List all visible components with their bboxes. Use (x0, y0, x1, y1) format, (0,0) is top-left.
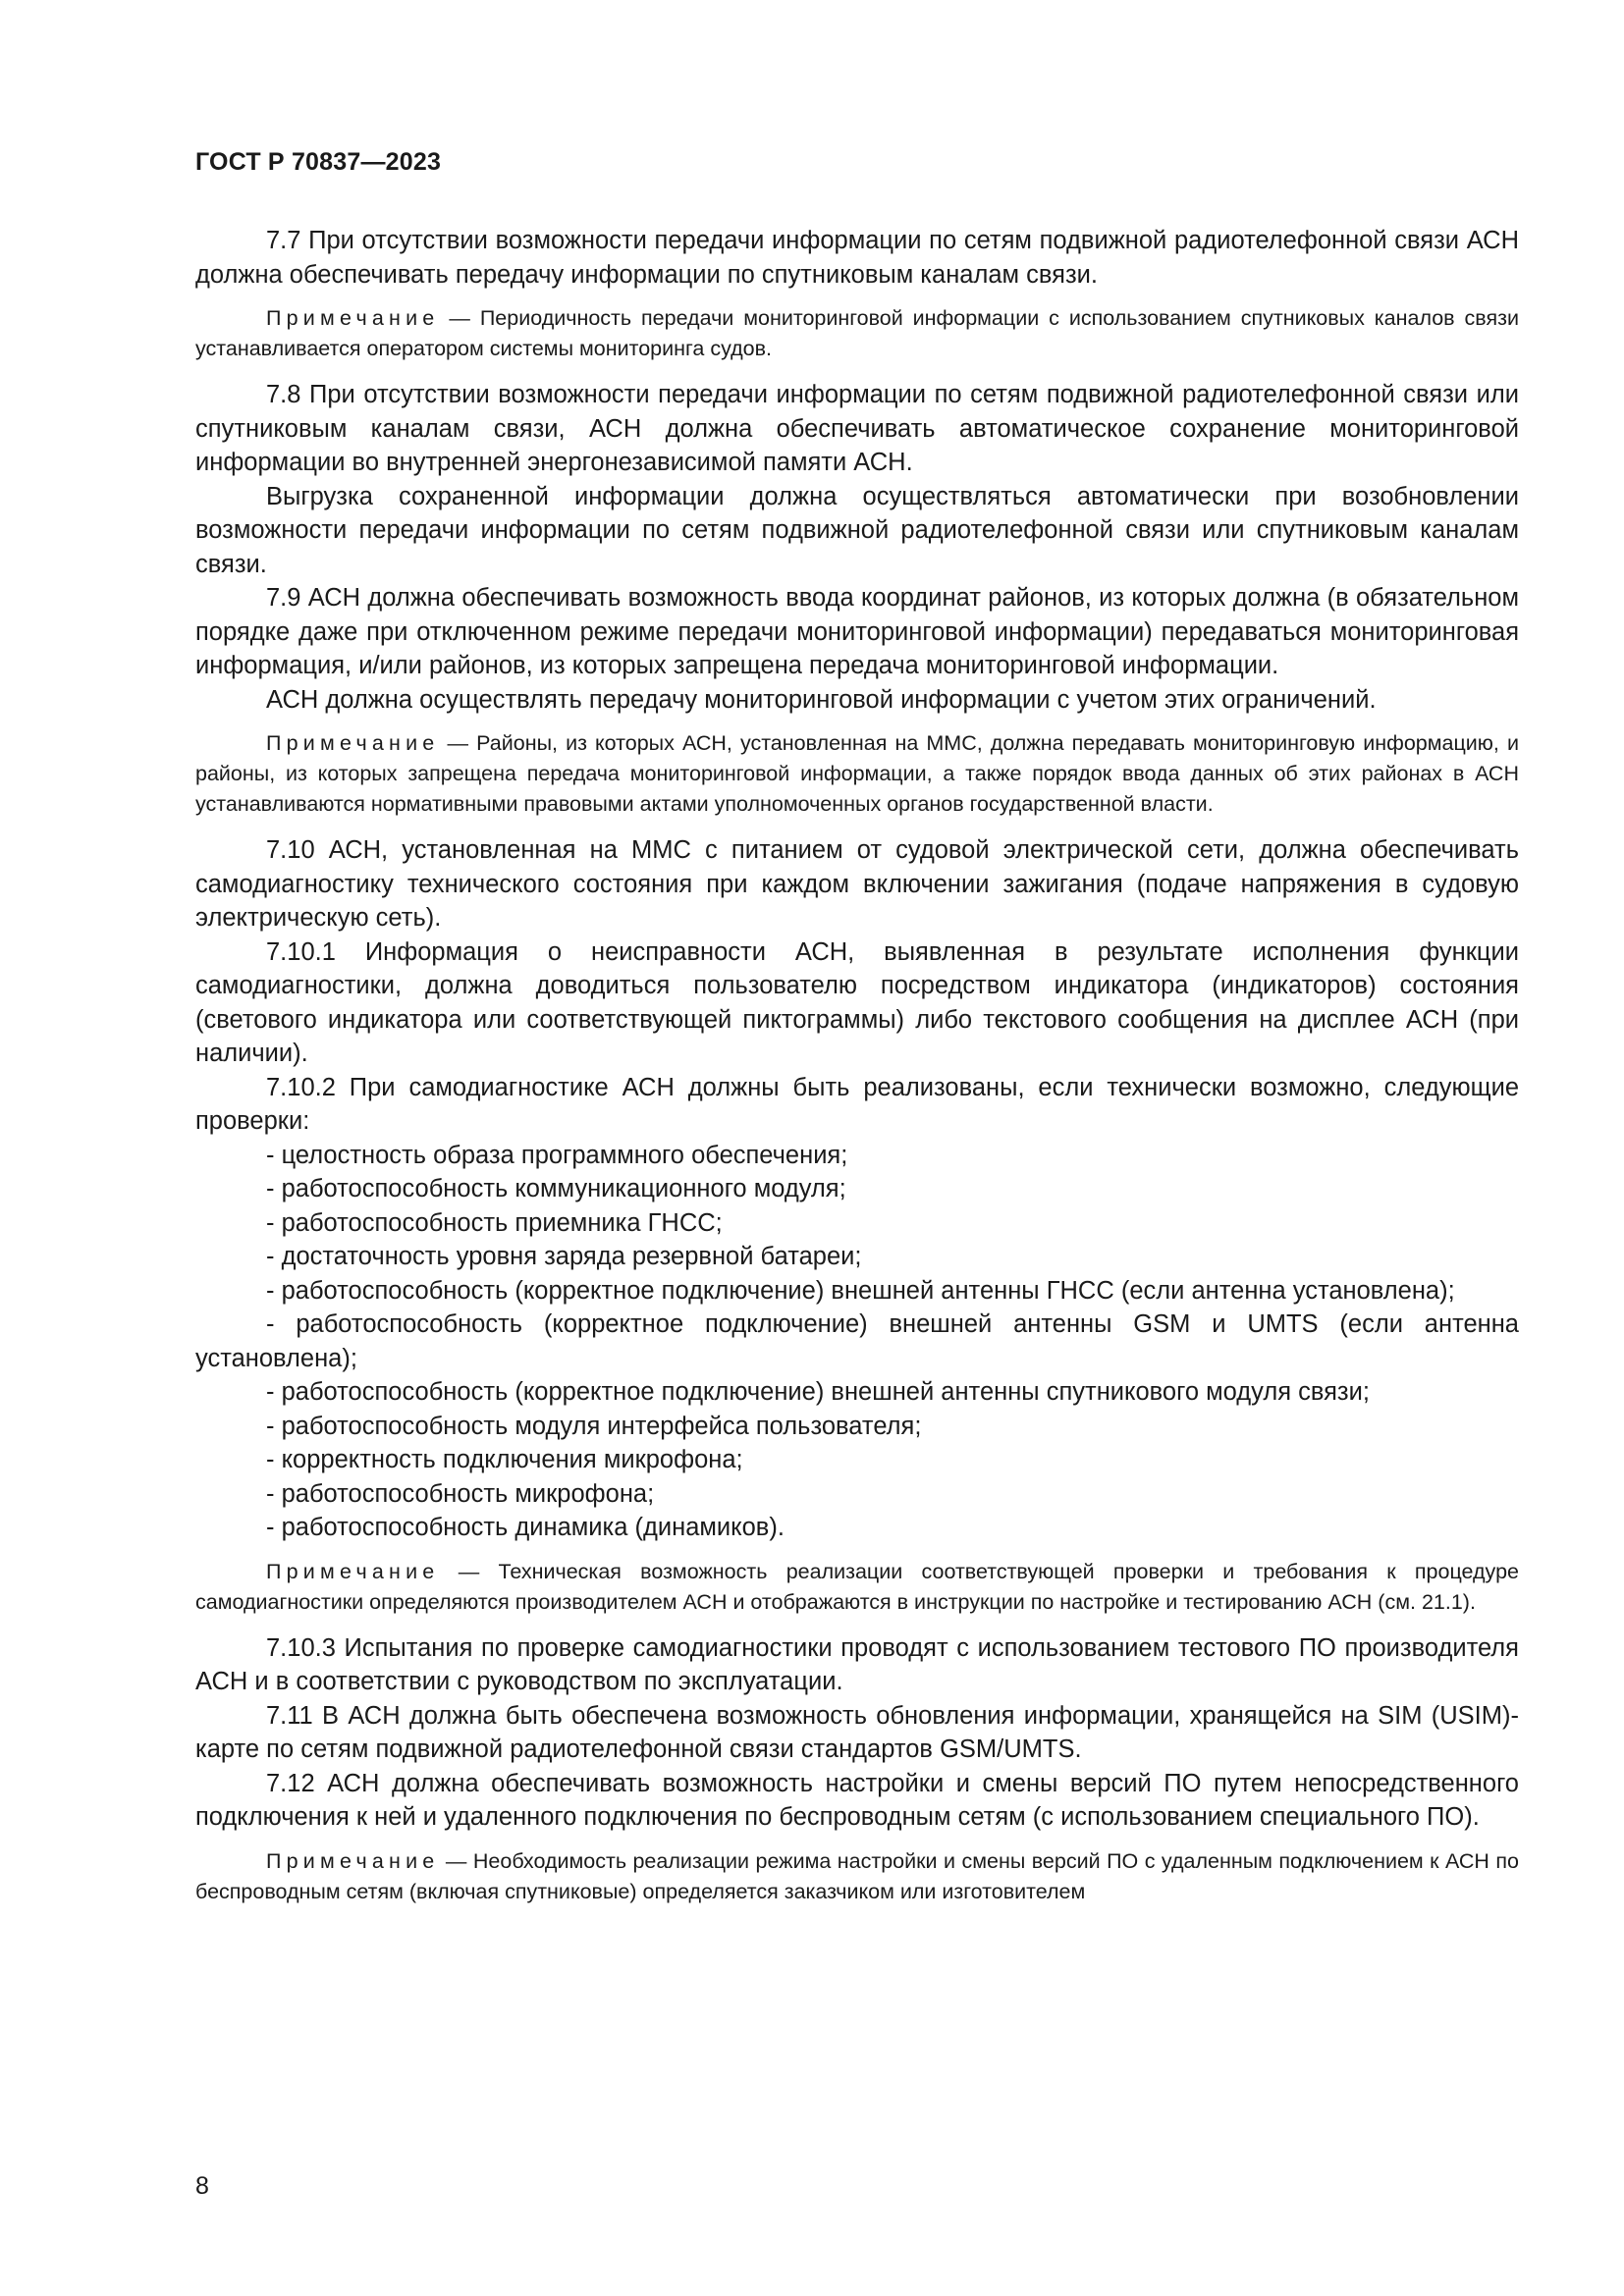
list-item: - работоспособность (корректное подключение) внешней антенны ГНСС (если антенна установлена); (266, 1276, 1455, 1305)
list-item: - корректность подключения микрофона; (266, 1446, 743, 1473)
note-text: Техническая возможность реализации соответствующей проверки и требования к процедуре самодиагностики определяются производителем АСН и отображаются в инструкции по настройке и тестированию АСН (см. 21.1). (195, 1559, 1519, 1614)
self-check-list (195, 1139, 1519, 1545)
clause-7-8: 7.8 При отсутствии возможности передачи информации по сетям подвижной радиотелефонной связи или спутниковым каналам связи, АСН должна обеспечивать автоматическое сохранение мониторинговой информации во внутренней энергонезависимой памяти АСН. (195, 381, 1519, 476)
list-item: - работоспособность динамика (динамиков). (266, 1514, 785, 1541)
note-dash: — (449, 306, 470, 330)
list-item: - работоспособность модуля интерфейса пользователя; (266, 1412, 922, 1440)
note-text: Районы, из которых АСН, установленная на ММС, должна передавать мониторинговую информацию, и районы, из которых запрещена передача мониторинговой информации, а также порядок ввода данных об этих районах в АСН устанавливаются нормативными правовыми актами уполномоченных органов государственной власти. (195, 731, 1519, 816)
note-3 (195, 1557, 1519, 1618)
note-4 (195, 1846, 1519, 1907)
note-label: Примечание (266, 306, 440, 330)
note-dash: — (458, 1559, 480, 1583)
clause-7-7: 7.7 При отсутствии возможности передачи информации по сетям подвижной радиотелефонной связи АСН должна обеспечивать передачу информации по спутниковым каналам связи. (195, 227, 1519, 289)
note-dash: — (447, 731, 469, 755)
clause-7-8-continuation: Выгрузка сохраненной информации должна осуществляться автоматически при возобновлении возможности передачи информации по сетям подвижной радиотелефонной связи или спутниковым каналам связи. (195, 482, 1519, 578)
clause-7-9-continuation: АСН должна осуществлять передачу мониторинговой информации с учетом этих ограничений. (266, 685, 1377, 714)
clause-7-10-2: 7.10.2 При самодиагностике АСН должны быть реализованы, если технически возможно, следующие проверки: (195, 1073, 1519, 1135)
document-page (195, 147, 1519, 1921)
clause-7-10-3: 7.10.3 Испытания по проверке самодиагностики проводят с использованием тестового ПО производителя АСН и в соответствии с руководством по эксплуатации. (195, 1633, 1519, 1695)
list-item: - работоспособность (корректное подключение) внешней антенны GSM и UMTS (если антенна установлена); (195, 1310, 1519, 1372)
clause-7-10-1: 7.10.1 Информация о неисправности АСН, выявленная в результате исполнения функции самодиагностики, должна доводиться пользователю посредством индикатора (индикаторов) состояния (светового индикатора или соответствующей пиктограммы) либо текстового сообщения на дисплее АСН (при наличии). (195, 937, 1519, 1067)
note-label: Примечание (266, 731, 440, 755)
list-item: - целостность образа программного обеспечения; (266, 1141, 848, 1169)
note-text: Периодичность передачи мониторинговой информации с использованием спутниковых каналов связи устанавливается оператором системы мониторинга судов. (195, 306, 1519, 360)
clause-7-12: 7.12 АСН должна обеспечивать возможность настройки и смены версий ПО путем непосредственного подключения к ней и удаленного подключения по беспроводным сетям (с использованием специального ПО). (195, 1769, 1519, 1831)
clause-7-10: 7.10 АСН, установленная на ММС с питанием от судовой электрической сети, должна обеспечивать самодиагностику технического состояния при каждом включении зажигания (подаче напряжения в судовую электрическую сеть). (195, 836, 1519, 932)
page-number: 8 (195, 2172, 209, 2200)
clause-7-9: 7.9 АСН должна обеспечивать возможность ввода координат районов, из которых должна (в обязательном порядке даже при отключенном режиме передачи мониторинговой информации) передаваться мониторинговая информация, и/или районов, из которых запрещена передача мониторинговой информации. (195, 584, 1519, 679)
note-text: Необходимость реализации режима настройки и смены версий ПО с удаленным подключением к АСН по беспроводным сетям (включая спутниковые) определяется заказчиком или изготовителем (195, 1848, 1519, 1903)
list-item: - достаточность уровня заряда резервной батареи; (266, 1243, 862, 1270)
note-1 (195, 303, 1519, 364)
list-item: - работоспособность микрофона; (266, 1479, 655, 1508)
note-2 (195, 728, 1519, 820)
list-item: - работоспособность (корректное подключение) внешней антенны спутникового модуля связи; (266, 1378, 1370, 1406)
list-item: - работоспособность приемника ГНСС; (266, 1208, 723, 1237)
note-label: Примечание (266, 1559, 440, 1583)
clause-7-11: 7.11 В АСН должна быть обеспечена возможность обновления информации, хранящейся на SIM (USIM)-карте по сетям подвижной радиотелефонной связи стандартов GSM/UMTS. (195, 1701, 1519, 1763)
list-item: - работоспособность коммуникационного модуля; (266, 1175, 846, 1202)
note-label: Примечание (266, 1848, 440, 1873)
note-dash: — (445, 1848, 467, 1873)
document-header: ГОСТ Р 70837—2023 (195, 148, 442, 176)
